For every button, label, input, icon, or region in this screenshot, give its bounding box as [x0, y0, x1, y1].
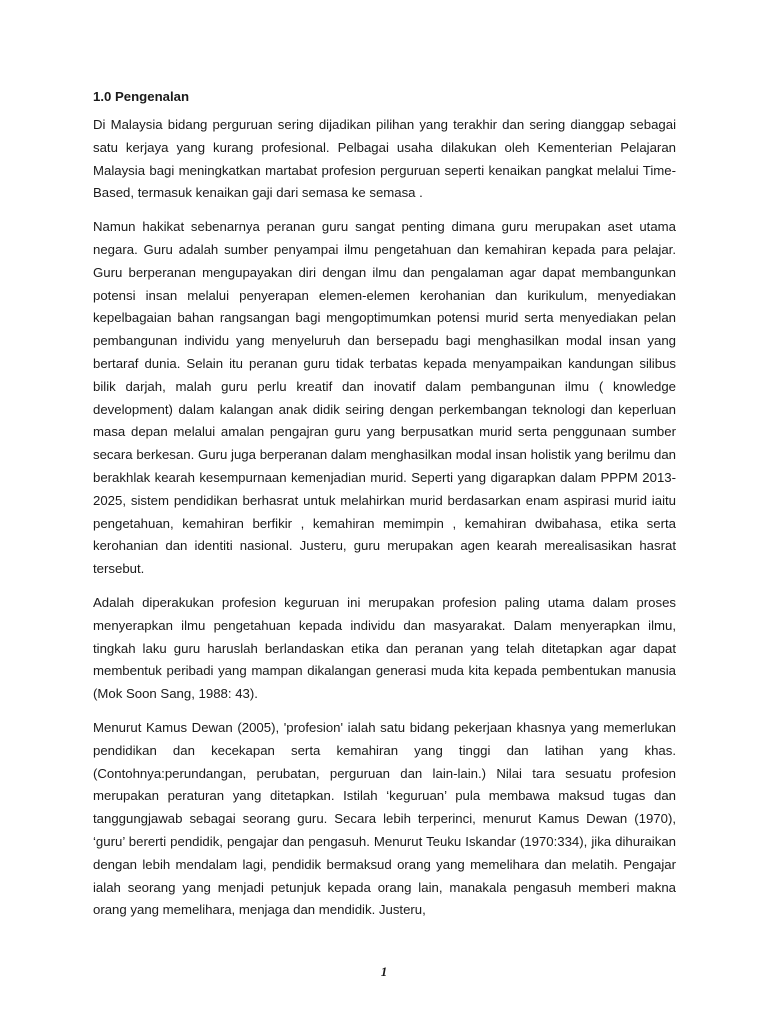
document-body [93, 83, 676, 933]
section-heading: 1.0 Pengenalan [93, 89, 190, 104]
paragraph-2: Namun hakikat sebenarnya peranan guru sangat penting dimana guru merupakan aset utama negara. Guru adalah sumber penyampai ilmu pengetahuan dan kemahiran kepada para pelajar. Guru berperanan mengupayakan diri dengan ilmu dan pengalaman agar dapat membangunkan potensi insan melalui penyerapan elemen-elemen kerohanian dan kurikulum, menyediakan kepelbagaian bahan rangsangan bagi mengoptimumkan potensi murid serta menyediakan pelan pembangunan individu yang menyeluruh dan bersepadu bagi menghasilkan modal insan yang bertaraf dunia. Selain itu peranan guru tidak terbatas kepada menyampaikan kandungan silibus bilik darjah, malah guru perlu kreatif dan inovatif dalam pembangunan ilmu ( knowledge development) dalam kalangan anak didik seiring dengan perkembangan teknologi dan keperluan masa depan melalui amalan pengajran guru yang berpusatkan murid serta penggunaan sumber secara berkesan. Guru juga berperanan dalam menghasilkan modal insan holistik yang berilmu dan berakhlak kearah kesempurnaan kemenjadian murid. Seperti yang digarapkan dalam PPPM 2013-2025, sistem pendidikan berhasrat untuk melahirkan murid berdasarkan enam aspirasi murid iaitu pengetahuan, kemahiran berfikir , kemahiran memimpin , kemahiran dwibahasa, etika serta kerohanian dan identiti nasional. Justeru, guru merupakan agen kearah merealisasikan hasrat tersebut. [93, 219, 676, 577]
paragraph-3: Adalah diperakukan profesion keguruan ini merupakan profesion paling utama dalam proses menyerapkan ilmu pengetahuan kepada individu dan masyarakat. Dalam menyerapkan ilmu, tingkah laku guru haruslah berlandaskan etika dan peranan yang telah ditetapkan agar dapat membentuk peribadi yang mampan dikalangan generasi muda kita kepada pembentukan manusia (Mok Soon Sang, 1988: 43). [93, 594, 676, 702]
page-number: 1 [380, 964, 388, 979]
paragraph-1: Di Malaysia bidang perguruan sering dijadikan pilihan yang terakhir dan sering dianggap sebagai satu kerjaya yang kurang profesional. Pelbagai usaha dilakukan oleh Kementerian Pelajaran Malaysia bagi meningkatkan martabat profesion perguruan seperti kenaikan pangkat melalui Time-Based, termasuk kenaikan gaji dari semasa ke semasa . [93, 117, 676, 201]
paragraph-4: Menurut Kamus Dewan (2005), 'profesion' ialah satu bidang pekerjaan khasnya yang memerlukan pendidikan dan kecekapan serta kemahiran yang tinggi dan latihan yang khas. (Contohnya:perundangan, perubatan, perguruan dan lain-lain.) Nilai tara sesuatu profesion merupakan peraturan yang ditetapkan. Istilah ‘keguruan’ pula membawa maksud tugas dan tanggungjawab sebagai seorang guru. Secara lebih terperinci, menurut Kamus Dewan (1970), ‘guru’ bererti pendidik, pengajar dan pengasuh. Menurut Teuku Iskandar (1970:334), jika dihuraikan dengan lebih mendalam lagi, pendidik bermaksud orang yang memelihara dan melatih. Pengajar ialah seorang yang menjadi petunjuk kepada orang lain, manakala pengasuh memberi makna orang yang memelihara, menjaga dan mendidik. Justeru, [93, 719, 676, 918]
